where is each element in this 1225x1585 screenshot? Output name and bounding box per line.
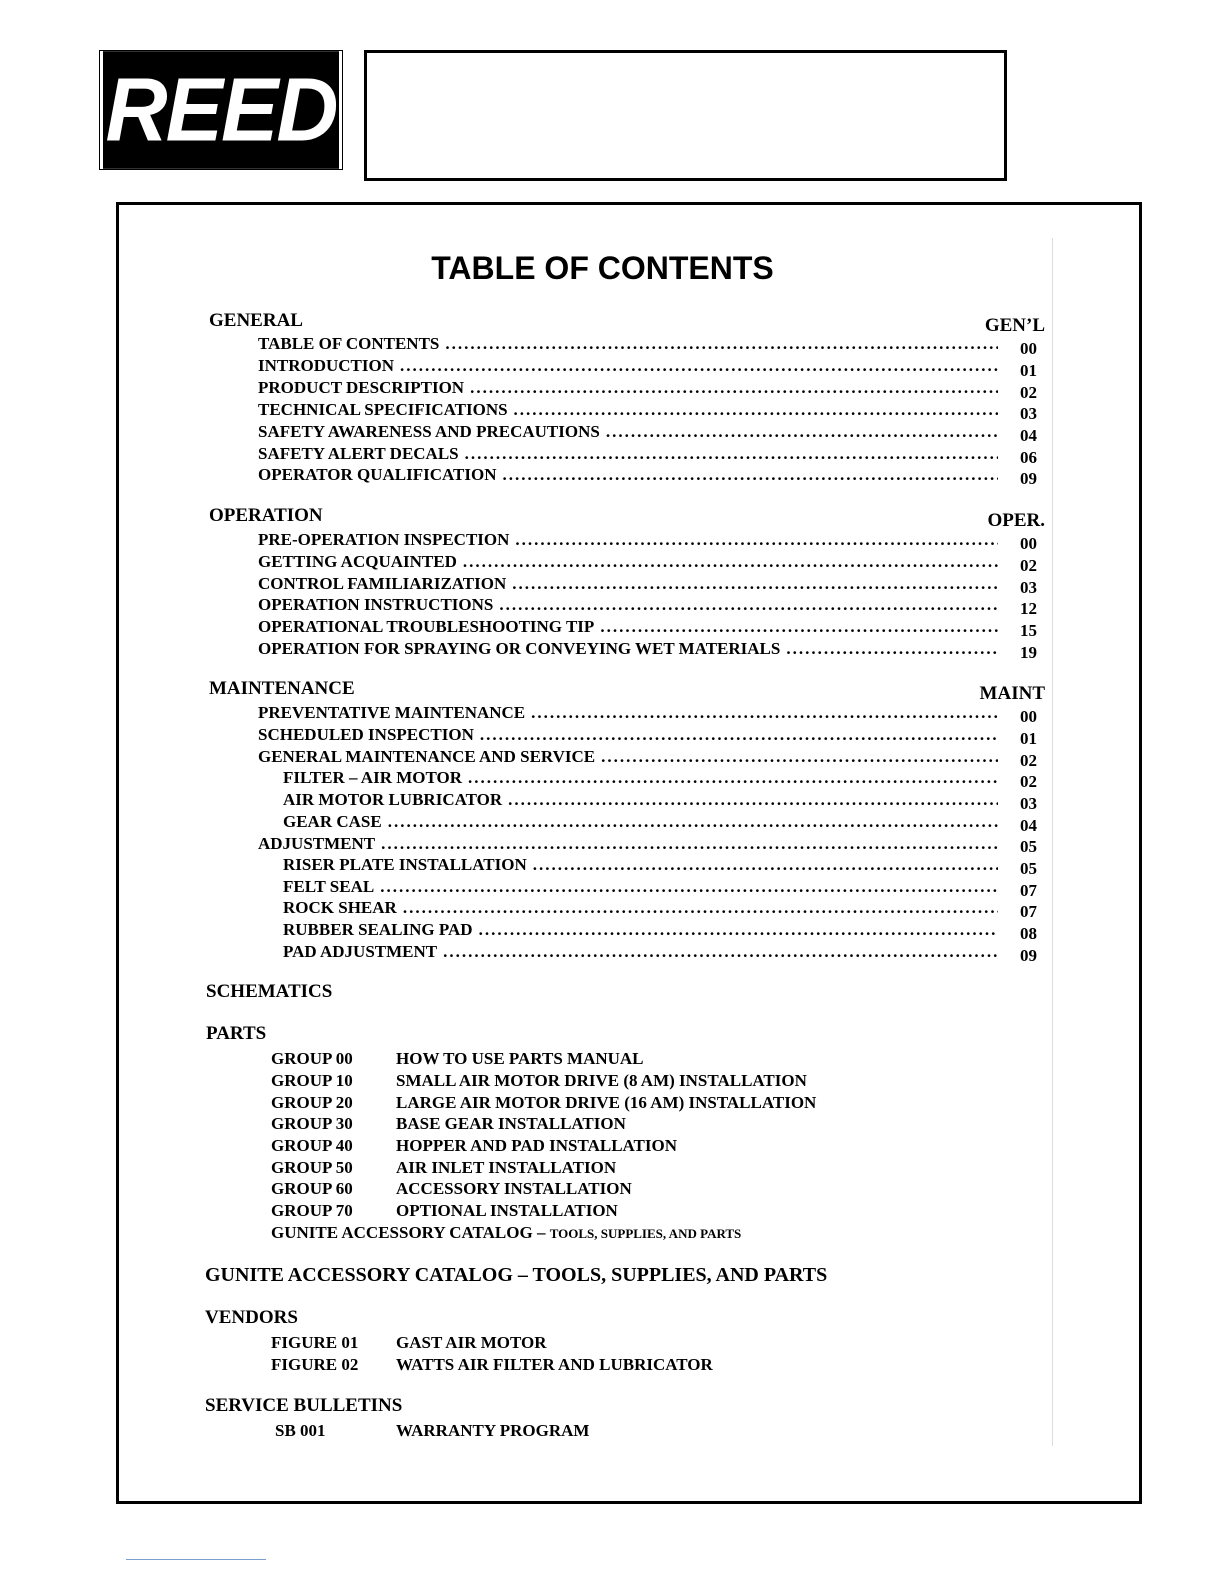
toc-page-number: 06: [1020, 448, 1037, 467]
toc-entry[interactable]: CONTROL FAMILIARIZATION .....: [258, 574, 998, 596]
vendor-figure-title[interactable]: GAST AIR MOTOR: [396, 1333, 547, 1352]
toc-entry[interactable]: ADJUSTMENT .....: [258, 834, 998, 856]
section-maintenance-heading: MAINTENANCE: [209, 678, 355, 699]
toc-entry[interactable]: SAFETY ALERT DECALS .....: [258, 444, 998, 466]
toc-page-number: 03: [1020, 578, 1037, 597]
section-general-code: GEN’L: [984, 315, 1045, 336]
section-service-bulletins: SERVICE BULLETINS: [205, 1395, 403, 1416]
bulletin-title[interactable]: WARRANTY PROGRAM: [396, 1421, 590, 1440]
parts-group-id: GROUP 00: [271, 1049, 353, 1068]
parts-group-title[interactable]: SMALL AIR MOTOR DRIVE (8 AM) INSTALLATION: [396, 1071, 807, 1090]
toc-entry[interactable]: GENERAL MAINTENANCE AND SERVICE .....: [258, 747, 998, 769]
footer-link-line: [126, 1559, 266, 1560]
toc-entry[interactable]: INTRODUCTION .....: [258, 356, 998, 378]
parts-group-title[interactable]: HOW TO USE PARTS MANUAL: [396, 1049, 644, 1068]
section-operation-heading: OPERATION: [209, 505, 323, 526]
reed-logo-text: REED: [103, 51, 339, 169]
parts-catalog-entry[interactable]: [271, 1223, 741, 1243]
section-maintenance-code: MAINT: [979, 683, 1045, 704]
parts-group-title[interactable]: AIR INLET INSTALLATION: [396, 1158, 617, 1177]
page-title: TABLE OF CONTENTS: [431, 250, 774, 286]
toc-entry[interactable]: GETTING ACQUAINTED .....: [258, 552, 998, 574]
toc-page-number: 01: [1020, 729, 1037, 748]
toc-page-number: 03: [1020, 794, 1037, 813]
toc-page-number: 15: [1020, 621, 1037, 640]
parts-group-id: GROUP 60: [271, 1179, 353, 1198]
toc-page-number: 01: [1020, 361, 1037, 380]
toc-subentry[interactable]: AIR MOTOR LUBRICATOR .....: [283, 790, 998, 812]
toc-page-number: 07: [1020, 881, 1037, 900]
toc-subentry[interactable]: ROCK SHEAR .....: [283, 898, 998, 920]
toc-entry[interactable]: OPERATOR QUALIFICATION .....: [258, 465, 998, 487]
parts-group-title[interactable]: OPTIONAL INSTALLATION: [396, 1201, 618, 1220]
parts-group-id: GROUP 50: [271, 1158, 353, 1177]
toc-page-number: 00: [1020, 707, 1037, 726]
toc-page-number: 07: [1020, 902, 1037, 921]
parts-group-title[interactable]: HOPPER AND PAD INSTALLATION: [396, 1136, 677, 1155]
section-parts: PARTS: [206, 1023, 267, 1044]
toc-entry[interactable]: TABLE OF CONTENTS .....: [258, 334, 998, 356]
toc-page-number: 12: [1020, 599, 1037, 618]
toc-subentry[interactable]: FELT SEAL .....: [283, 877, 998, 899]
toc-subentry[interactable]: RISER PLATE INSTALLATION .....: [283, 855, 998, 877]
bulletin-id: SB 001: [275, 1421, 326, 1440]
toc-page-number: 00: [1020, 339, 1037, 358]
toc-page-number: 08: [1020, 924, 1037, 943]
toc-page-number: 05: [1020, 859, 1037, 878]
toc-subentry[interactable]: RUBBER SEALING PAD .....: [283, 920, 998, 942]
toc-subentry[interactable]: FILTER – AIR MOTOR .....: [283, 768, 998, 790]
toc-entry[interactable]: TECHNICAL SPECIFICATIONS .....: [258, 400, 998, 422]
parts-group-id: GROUP 30: [271, 1114, 353, 1133]
toc-subentry[interactable]: GEAR CASE .....: [283, 812, 998, 834]
reed-logo: [99, 50, 343, 170]
toc-entry[interactable]: OPERATION INSTRUCTIONS .....: [258, 595, 998, 617]
toc-page-number: 02: [1020, 556, 1037, 575]
toc-page-number: 03: [1020, 404, 1037, 423]
vendor-figure-id: FIGURE 01: [271, 1333, 359, 1352]
parts-catalog-small: TOOLS, SUPPLIES, AND PARTS: [549, 1226, 742, 1241]
section-operation: [209, 505, 1045, 531]
section-general: [209, 310, 1045, 336]
toc-page-number: 05: [1020, 837, 1037, 856]
toc-entry[interactable]: OPERATIONAL TROUBLESHOOTING TIP .....: [258, 617, 998, 639]
toc-entry[interactable]: PRE-OPERATION INSPECTION .....: [258, 530, 998, 552]
section-gunite-catalog[interactable]: GUNITE ACCESSORY CATALOG – TOOLS, SUPPLIES, AND PARTS: [205, 1264, 828, 1286]
toc-page-number: 02: [1020, 383, 1037, 402]
toc-entry[interactable]: PRODUCT DESCRIPTION .....: [258, 378, 998, 400]
parts-group-title[interactable]: ACCESSORY INSTALLATION: [396, 1179, 632, 1198]
toc-entry[interactable]: PREVENTATIVE MAINTENANCE .....: [258, 703, 998, 725]
toc-page-number: 02: [1020, 772, 1037, 791]
parts-group-id: GROUP 20: [271, 1093, 353, 1112]
toc-page-number: 09: [1020, 946, 1037, 965]
header-title-box: [364, 50, 1007, 181]
section-general-heading: GENERAL: [209, 310, 303, 331]
toc-page-number: 00: [1020, 534, 1037, 553]
section-schematics[interactable]: SCHEMATICS: [206, 981, 333, 1002]
toc-page-number: 19: [1020, 643, 1037, 662]
parts-group-id: GROUP 10: [271, 1071, 353, 1090]
vendor-figure-title[interactable]: WATTS AIR FILTER AND LUBRICATOR: [396, 1355, 713, 1374]
toc-entry[interactable]: OPERATION FOR SPRAYING OR CONVEYING WET MATERIALS .....: [258, 639, 998, 661]
parts-group-title[interactable]: BASE GEAR INSTALLATION: [396, 1114, 626, 1133]
toc-page-number: 04: [1020, 816, 1037, 835]
parts-group-id: GROUP 70: [271, 1201, 353, 1220]
toc-entry[interactable]: SCHEDULED INSPECTION .....: [258, 725, 998, 747]
parts-group-id: GROUP 40: [271, 1136, 353, 1155]
parts-catalog-main: GUNITE ACCESSORY CATALOG –: [271, 1223, 546, 1242]
section-operation-code: OPER.: [987, 510, 1045, 531]
margin-line: [1052, 238, 1053, 1446]
toc-page-number: 04: [1020, 426, 1037, 445]
toc-subentry[interactable]: PAD ADJUSTMENT .....: [283, 942, 998, 964]
section-maintenance: [209, 678, 1045, 704]
section-vendors: VENDORS: [205, 1307, 298, 1328]
toc-entry[interactable]: SAFETY AWARENESS AND PRECAUTIONS .....: [258, 422, 998, 444]
vendor-figure-id: FIGURE 02: [271, 1355, 359, 1374]
toc-page-number: 02: [1020, 751, 1037, 770]
parts-group-title[interactable]: LARGE AIR MOTOR DRIVE (16 AM) INSTALLATION: [396, 1093, 817, 1112]
toc-page-number: 09: [1020, 469, 1037, 488]
